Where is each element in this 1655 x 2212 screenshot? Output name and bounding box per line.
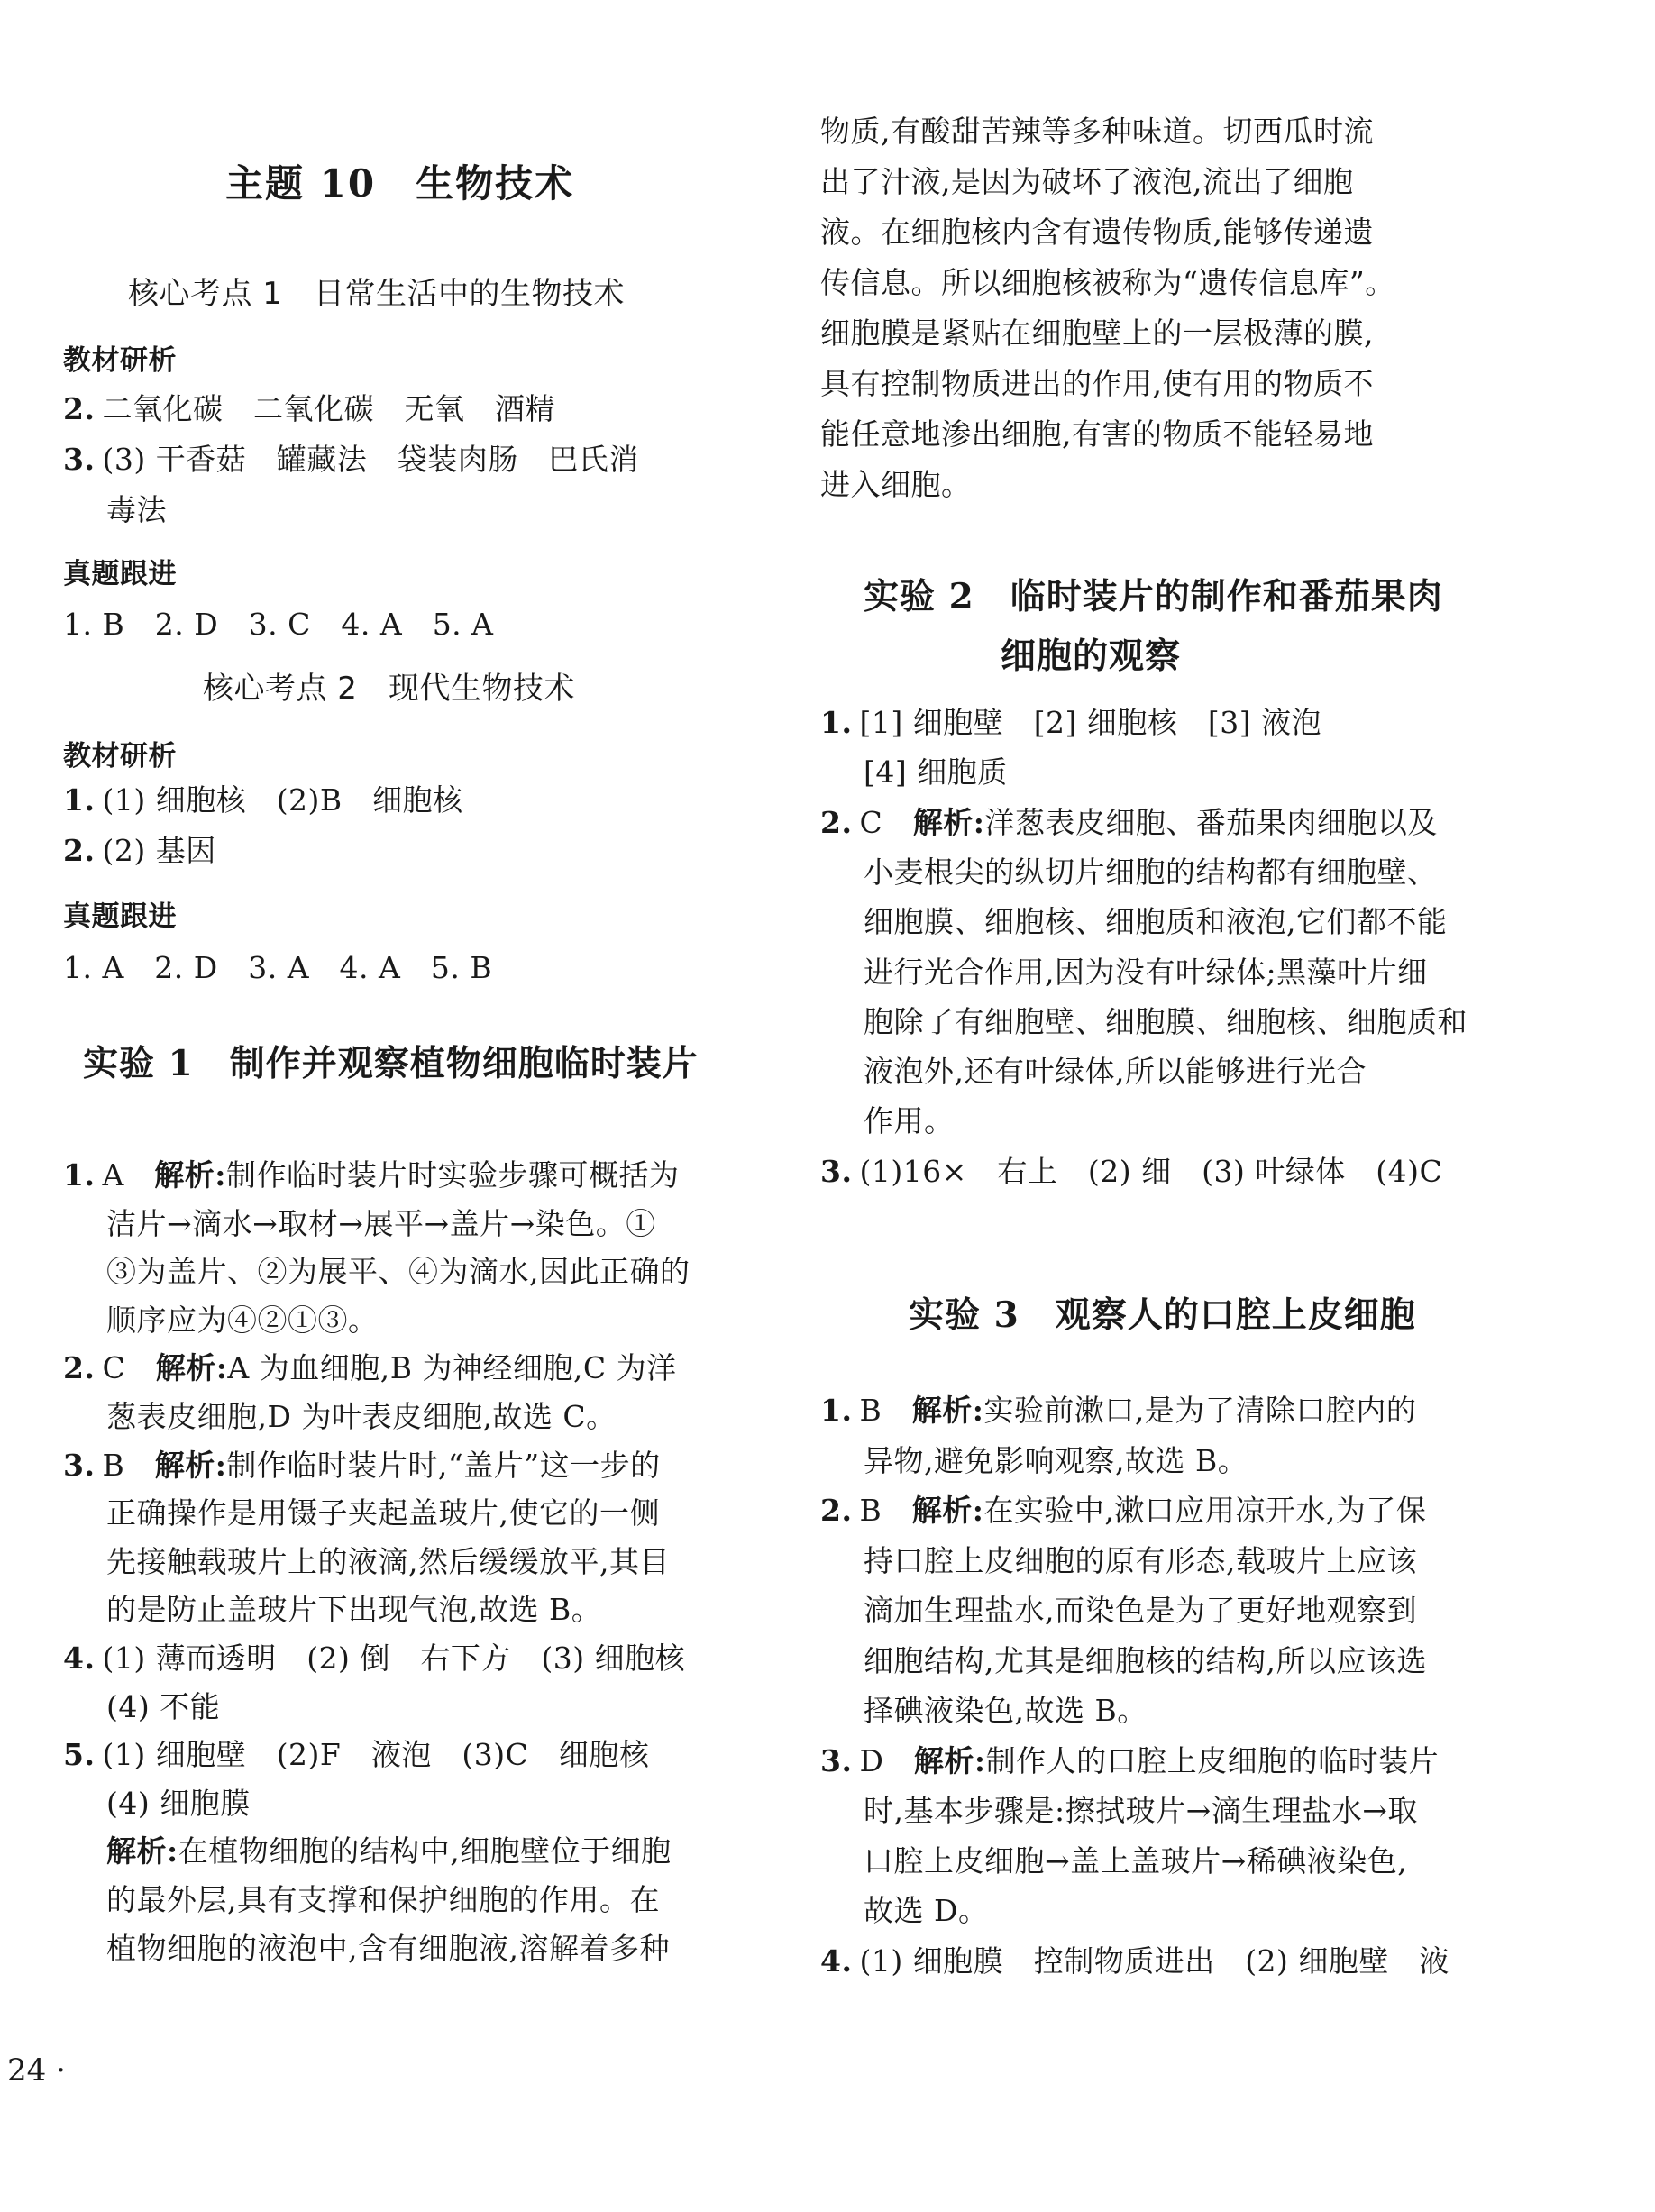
kp1-exam-label: 真题跟进 [63, 558, 177, 590]
item-number: 2. [820, 804, 853, 840]
answer-choice: A [102, 1157, 155, 1193]
text-line [864, 1541, 1417, 1581]
text-line [864, 902, 1448, 942]
text-line: 具有控制物质进出的作用,使有用的物质不 [820, 366, 1374, 401]
kp2-exam-answers: 1. A 2. D 3. A 4. A 5. B [63, 950, 493, 985]
item-number: 4. [820, 1942, 853, 1979]
item-number: 1. [820, 705, 853, 740]
item-number: 3. [820, 1742, 853, 1778]
line-text: 异物,避免影响观察,故选 B。 [864, 1442, 1248, 1478]
text-line [63, 389, 555, 429]
line-text: (4) 细胞膜 [106, 1785, 251, 1821]
text-line [820, 703, 1321, 743]
line-text: [4] 细胞质 [864, 754, 1008, 791]
text-line [864, 953, 1428, 992]
line-text: 顺序应为④②①③。 [106, 1302, 379, 1338]
line-text: 在实验中,漱口应用凉开水,为了保 [983, 1493, 1427, 1528]
text-line [864, 1441, 1248, 1481]
line-text: 持口腔上皮细胞的原有形态,载玻片上应该 [864, 1542, 1417, 1578]
analysis-label: 解析: [106, 1833, 178, 1869]
line-text: 的最外层,具有支撑和保护细胞的作用。在 [106, 1882, 660, 1917]
text-line [864, 1641, 1427, 1681]
text-line [864, 1002, 1468, 1042]
line-text: (3) 干香菇 罐藏法 袋装肉肠 巴氏消 [102, 442, 639, 477]
text-line: 出了汁液,是因为破坏了液泡,流出了细胞 [820, 164, 1354, 199]
text-line [106, 1542, 670, 1582]
answer-choice: B [102, 1447, 155, 1483]
analysis-label: 解析: [155, 1350, 228, 1386]
line-text: 时,基本步骤是:擦拭玻片→滴生理盐水→取 [864, 1793, 1418, 1828]
exp2-title-line1: 实验 2 临时装片的制作和番茄果肉 [864, 576, 1443, 617]
line-text: 择碘液染色,故选 B。 [864, 1693, 1148, 1728]
line-text: 毒法 [106, 492, 167, 527]
line-text: (1) 细胞膜 控制物质进出 (2) 细胞壁 液 [859, 1942, 1449, 1979]
line-text: (4) 不能 [106, 1688, 221, 1724]
text-line [106, 1784, 251, 1824]
line-text: (2) 基因 [102, 833, 216, 868]
line-text: (1) 细胞核 (2)B 细胞核 [102, 782, 463, 818]
text-line [820, 1152, 1442, 1192]
text-line [106, 1397, 617, 1437]
text-line [864, 1691, 1148, 1731]
topic-title: 主题 10 生物技术 [225, 161, 575, 206]
answer-choice: C [859, 804, 913, 840]
text-line: 传信息。所以细胞核被称为“遗传信息库”。 [820, 265, 1395, 300]
line-text: (1) 细胞壁 (2)F 液泡 (3)C 细胞核 [102, 1737, 650, 1773]
analysis-label: 解析: [911, 1393, 984, 1428]
answer-choice: B [859, 1493, 912, 1528]
line-text: 进行光合作用,因为没有叶绿体;黑藻叶片细 [864, 954, 1428, 990]
text-line: 能任意地渗出细胞,有害的物质不能轻易地 [820, 416, 1374, 452]
line-text: 先接触载玻片上的液滴,然后缓缓放平,其目 [106, 1543, 670, 1579]
line-text: 细胞结构,尤其是细胞核的结构,所以应该选 [864, 1642, 1427, 1678]
text-line [106, 1929, 670, 1969]
item-number: 3. [820, 1153, 853, 1189]
line-text: [1] 细胞壁 [2] 细胞核 [3] 液泡 [859, 705, 1322, 740]
line-text: 植物细胞的液泡中,含有细胞液,溶解着多种 [106, 1930, 670, 1966]
exp3-title: 实验 3 观察人的口腔上皮细胞 [909, 1294, 1416, 1336]
text-line [864, 1891, 988, 1931]
item-number: 3. [63, 442, 96, 477]
line-text: 制作临时装片时,“盖片”这一步的 [226, 1447, 661, 1483]
text-line: 液。在细胞核内含有遗传物质,能够传递遗 [820, 215, 1374, 250]
line-text: 胞除了有细胞壁、细胞膜、细胞核、细胞质和 [864, 1003, 1468, 1039]
line-text: A 为血细胞,B 为神经细胞,C 为洋 [227, 1350, 677, 1386]
analysis-label: 解析: [154, 1447, 227, 1483]
item-number: 4. [63, 1641, 96, 1676]
item-number: 2. [820, 1493, 853, 1528]
kp1-study-label: 教材研析 [63, 344, 177, 377]
line-text: 洁片→滴水→取材→展平→盖片→染色。① [106, 1205, 656, 1241]
analysis-label: 解析: [912, 804, 985, 840]
text-line [864, 1591, 1417, 1631]
text-line [63, 1735, 649, 1775]
text-line [63, 1348, 677, 1388]
page-number: 24 · [7, 2052, 66, 2089]
line-text: 滴加生理盐水,而染色是为了更好地观察到 [864, 1593, 1417, 1628]
text-line [106, 1832, 672, 1871]
item-number: 1. [63, 782, 96, 818]
line-text: 口腔上皮细胞→盖上盖玻片→稀碘液染色, [864, 1842, 1408, 1878]
text-line [106, 1301, 379, 1340]
text-line [106, 1880, 660, 1920]
kp2-exam-label: 真题跟进 [63, 900, 177, 933]
line-text: 洋葱表皮细胞、番茄果肉细胞以及 [984, 804, 1438, 840]
text-line [864, 753, 1008, 792]
text-line [820, 803, 1438, 843]
line-text: 小麦根尖的纵切片细胞的结构都有细胞壁、 [864, 854, 1438, 890]
line-text: 的是防止盖玻片下出现气泡,故选 B。 [106, 1592, 602, 1628]
text-line [820, 1491, 1426, 1531]
answer-choice: D [859, 1742, 914, 1778]
analysis-label: 解析: [154, 1157, 226, 1193]
analysis-label: 解析: [913, 1742, 986, 1778]
line-text: (1) 薄而透明 (2) 倒 右下方 (3) 细胞核 [102, 1641, 686, 1676]
item-number: 2. [63, 1350, 96, 1386]
text-line [106, 1494, 660, 1533]
line-text: 细胞膜、细胞核、细胞质和液泡,它们都不能 [864, 904, 1448, 940]
text-line [820, 1942, 1449, 1981]
item-number: 1. [820, 1393, 853, 1428]
exp1-title: 实验 1 制作并观察植物细胞临时装片 [83, 1043, 699, 1084]
kp2-title: 核心考点 2 现代生物技术 [203, 671, 575, 707]
kp2-study-label: 教材研析 [63, 740, 177, 772]
answer-choice: C [102, 1350, 156, 1386]
text-line [864, 1791, 1418, 1831]
answer-choice: B [859, 1393, 912, 1428]
line-text: 二氧化碳 二氧化碳 无氧 酒精 [102, 391, 555, 426]
item-number: 2. [63, 833, 96, 868]
text-line: 细胞膜是紧贴在细胞壁上的一层极薄的膜, [820, 315, 1374, 351]
text-line [63, 440, 639, 480]
text-line [864, 1101, 955, 1141]
line-text: 制作人的口腔上皮细胞的临时装片 [985, 1742, 1440, 1778]
text-line [864, 853, 1438, 892]
text-line [106, 490, 167, 530]
kp1-title: 核心考点 1 日常生活中的生物技术 [128, 276, 625, 312]
line-text: ③为盖片、②为展平、④为滴水,因此正确的 [106, 1254, 690, 1290]
line-text: 实验前漱口,是为了清除口腔内的 [983, 1393, 1417, 1428]
text-line [63, 831, 216, 871]
line-text: 作用。 [864, 1103, 955, 1139]
item-number: 3. [63, 1447, 96, 1483]
analysis-label: 解析: [911, 1493, 984, 1528]
text-line [106, 1687, 220, 1727]
line-text: 液泡外,还有叶绿体,所以能够进行光合 [864, 1054, 1367, 1090]
kp1-exam-answers: 1. B 2. D 3. C 4. A 5. A [63, 607, 494, 642]
text-line [820, 1741, 1439, 1781]
text-line [106, 1204, 656, 1244]
text-line [63, 1639, 685, 1678]
text-line: 物质,有酸甜苦辣等多种味道。切西瓜时流 [820, 114, 1374, 149]
line-text: (1)16× 右上 (2) 细 (3) 叶绿体 (4)C [859, 1153, 1443, 1189]
text-line [820, 1391, 1416, 1430]
text-line [63, 1446, 661, 1485]
item-number: 2. [63, 391, 96, 426]
text-line: 进入细胞。 [820, 467, 972, 502]
line-text: 故选 D。 [864, 1893, 989, 1928]
exp2-title-line2: 细胞的观察 [1001, 635, 1182, 677]
item-number: 5. [63, 1737, 96, 1773]
text-line [864, 1052, 1367, 1092]
line-text: 在植物细胞的结构中,细胞壁位于细胞 [178, 1833, 672, 1869]
line-text: 制作临时装片时实验步骤可概括为 [225, 1157, 680, 1193]
text-line [63, 1156, 679, 1195]
text-line [106, 1590, 601, 1630]
text-line [106, 1252, 690, 1292]
line-text: 葱表皮细胞,D 为叶表皮细胞,故选 C。 [106, 1399, 617, 1434]
text-line [864, 1842, 1407, 1881]
text-line [63, 781, 463, 820]
line-text: 正确操作是用镊子夹起盖玻片,使它的一侧 [106, 1495, 660, 1531]
item-number: 1. [63, 1157, 96, 1193]
